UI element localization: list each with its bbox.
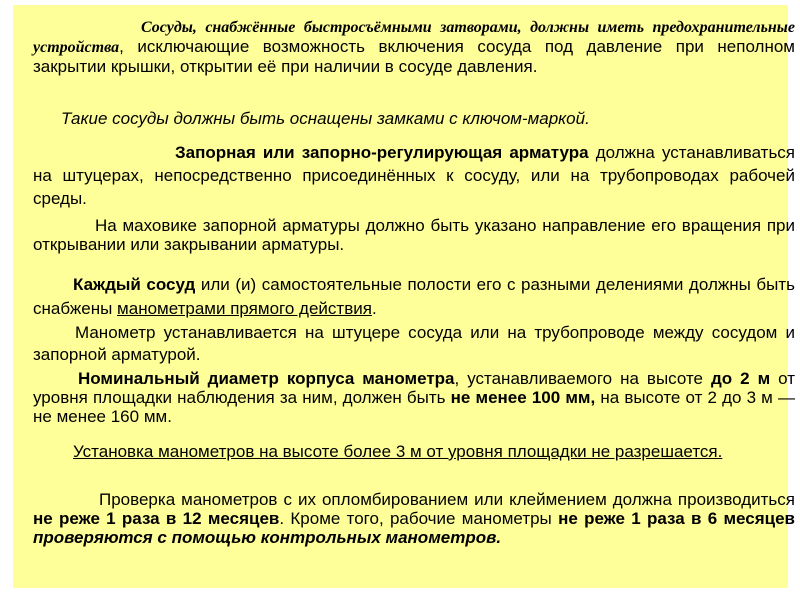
paragraph-gauge-mounting	[33, 322, 795, 366]
text: .	[371, 299, 377, 318]
bold-phrase: Сосуды, снабжённые быстросъёмными затворами, должны иметь предохранительные устройства	[33, 19, 795, 56]
text: должна устанавливаться на штуцерах, непосредственно присоединённых к сосуду, или на трубопроводах рабочей среды.	[33, 143, 796, 208]
paragraph-key-mark-locks	[33, 109, 795, 128]
paragraph-handwheel-direction	[33, 216, 795, 254]
paragraph-quick-release-vessels	[33, 17, 795, 76]
text: . Кроме того, рабочие манометры	[279, 509, 559, 528]
bold-phrase: до 2 м	[710, 369, 771, 388]
paragraph-height-limit	[33, 440, 795, 464]
text: Проверка манометров с их опломбированием или клеймением должна производиться	[99, 490, 795, 509]
paragraph-gauge-diameter	[33, 369, 795, 426]
text: от уровня площадки наблюдения за ним, должен быть	[33, 369, 796, 407]
underlined-phrase: манометрами прямого действия	[117, 299, 372, 318]
paragraph-gauge-verification	[33, 490, 795, 547]
text: Установка манометров на высоте более 3 м от уровня площадки не разрешается.	[73, 442, 723, 461]
text: или (и) самостоятельные полости его с разными делениями должны быть снабжены	[33, 275, 796, 318]
bold-phrase: Номинальный диаметр корпуса манометра	[78, 369, 455, 388]
text: , устанавливаемого на высоте	[454, 369, 711, 388]
text: Манометр устанавливается на штуцере сосуда или на трубопроводе между сосудом и запорной арматурой.	[33, 323, 795, 364]
text: На маховике запорной арматуры должно быть указано направление его вращения при открывании или закрывании арматуры.	[33, 216, 795, 254]
paragraph-shutoff-valves	[33, 141, 795, 210]
bold-phrase: не реже 1 раза в 12 месяцев	[33, 509, 280, 528]
bold-italic-phrase: проверяются с помощью контрольных манометров.	[33, 528, 502, 547]
text: на высоте от 2 до 3 м — не менее 160 мм.	[33, 388, 795, 426]
bold-phrase: не реже 1 раза в 6 месяцев	[558, 509, 795, 528]
paragraph-each-vessel-gauges	[33, 273, 795, 321]
slide-panel	[13, 5, 796, 588]
bold-phrase: Каждый сосуд	[73, 275, 196, 294]
text: Такие сосуды должны быть оснащены замками с ключом-маркой.	[61, 109, 590, 128]
bold-phrase: не менее 100 мм,	[450, 388, 596, 407]
text: , исключающие возможность включения сосуда под давление при неполном закрытии крышки, открытии её при наличии в сосуде давления.	[33, 37, 795, 76]
bold-phrase: Запорная или запорно-регулирующая арматура	[175, 143, 589, 162]
